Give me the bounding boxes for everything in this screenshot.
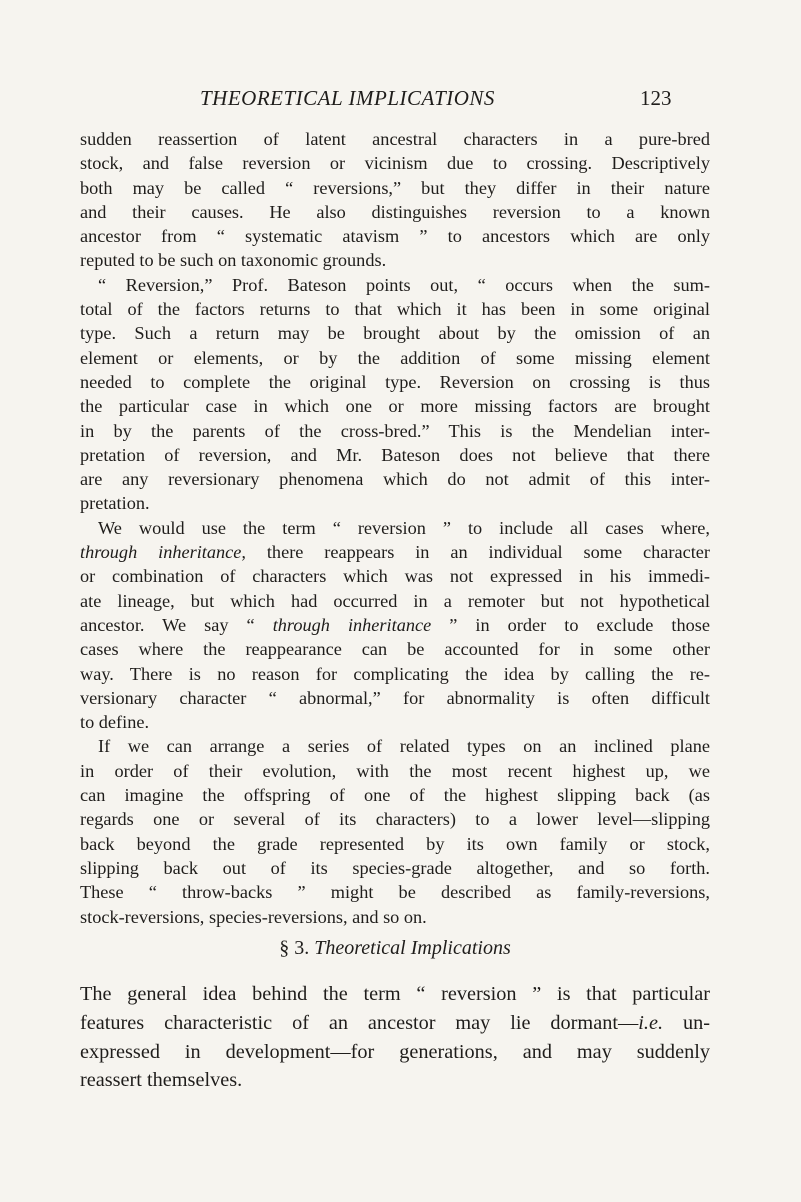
text-line: sudden reassertion of latent ancestral characters in a pure-bred [80,129,710,149]
text-line: If we can arrange a series of related types on an inclined plane [98,736,710,757]
text-line: ate lineage, but which had occurred in a remoter but not hypothetical [80,590,710,611]
paragraph-1 [80,127,710,273]
italic-phrase: through inheritance, [80,542,246,563]
closing-paragraph [80,980,710,1095]
text-line: These “ throw-backs ” might be described as family-reversions, [80,882,710,903]
text-line: type. Such a return may be brought about by the omission of an [80,323,710,344]
text-line: or combination of characters which was not expressed in his immedi- [80,566,710,587]
text-line: way. There is no reason for complicating the idea by calling the re- [80,663,710,684]
paragraph-2 [80,273,710,516]
text-line: reputed to be such on taxonomic grounds. [80,250,387,271]
section-title: Theoretical Implications [314,937,511,959]
text-line: both may be called “ reversions,” but they differ in their nature [80,177,710,198]
text-line: The general idea behind the term “ reversion ” is that particular [80,983,710,1005]
text-line: expressed in development—for generations, and may suddenly [80,1040,710,1063]
text-line: in by the parents of the cross-bred.” This is the Mendelian inter- [80,420,710,441]
text-line: We would use the term “ reversion ” to include all cases where, [98,517,710,538]
text-line: total of the factors returns to that which it has been in some original [80,299,710,320]
text-line: “ Reversion,” Prof. Bateson points out, “ occurs when the sum- [98,274,710,295]
body-text [80,127,710,929]
section-heading [80,937,710,960]
text-line: can imagine the offspring of one of the highest slipping back (as [80,785,710,806]
page-number: 123 [640,86,672,110]
text-line: the particular case in which one or more missing factors are brought [80,396,710,417]
text-line: to define. [80,712,150,733]
text-line: ancestor. We say “ through inheritance ” in order to exclude those [80,614,710,635]
section-number: § 3. [279,937,310,959]
text-line: slipping back out of its species-grade altogether, and so forth. [80,857,710,878]
text-line: back beyond the grade represented by its own family or stock, [80,833,710,854]
text-line: needed to complete the original type. Reversion on crossing is thus [80,371,710,392]
text-line: versionary character “ abnormal,” for abnormality is often difficult [80,687,710,708]
text-line: ancestor from “ systematic atavism ” to ancestors which are only [80,226,710,247]
italic-phrase: through inheritance [272,614,432,635]
text-line: features characteristic of an ancestor may lie dormant—i.e. un- [80,1011,710,1034]
text-line: cases where the reappearance can be accounted for in some other [80,639,710,660]
text-line: reassert themselves. [80,1069,243,1092]
italic-phrase: i.e. [638,1011,664,1034]
running-title: THEORETICAL IMPLICATIONS [200,86,495,110]
text-line: in order of their evolution, with the most recent highest up, we [80,760,710,781]
text-line: and their causes. He also distinguishes reversion to a known [80,201,710,222]
page-header [0,86,801,116]
text-line: through inheritance, there reappears in an individual some character [80,542,710,563]
text-line: are any reversionary phenomena which do not admit of this inter- [80,469,710,490]
paragraph-3 [80,516,710,735]
text-line: regards one or several of its characters) to a lower level—slipping [80,809,710,830]
text-line: stock-reversions, species-reversions, and so on. [80,906,427,927]
text-line: stock, and false reversion or vicinism due to crossing. Descriptively [80,153,710,174]
paragraph-5 [80,980,710,1095]
text-line: pretation of reversion, and Mr. Bateson does not believe that there [80,444,710,465]
text-line: pretation. [80,493,150,514]
text-line: element or elements, or by the addition of some missing element [80,347,710,368]
paragraph-4 [80,734,710,928]
